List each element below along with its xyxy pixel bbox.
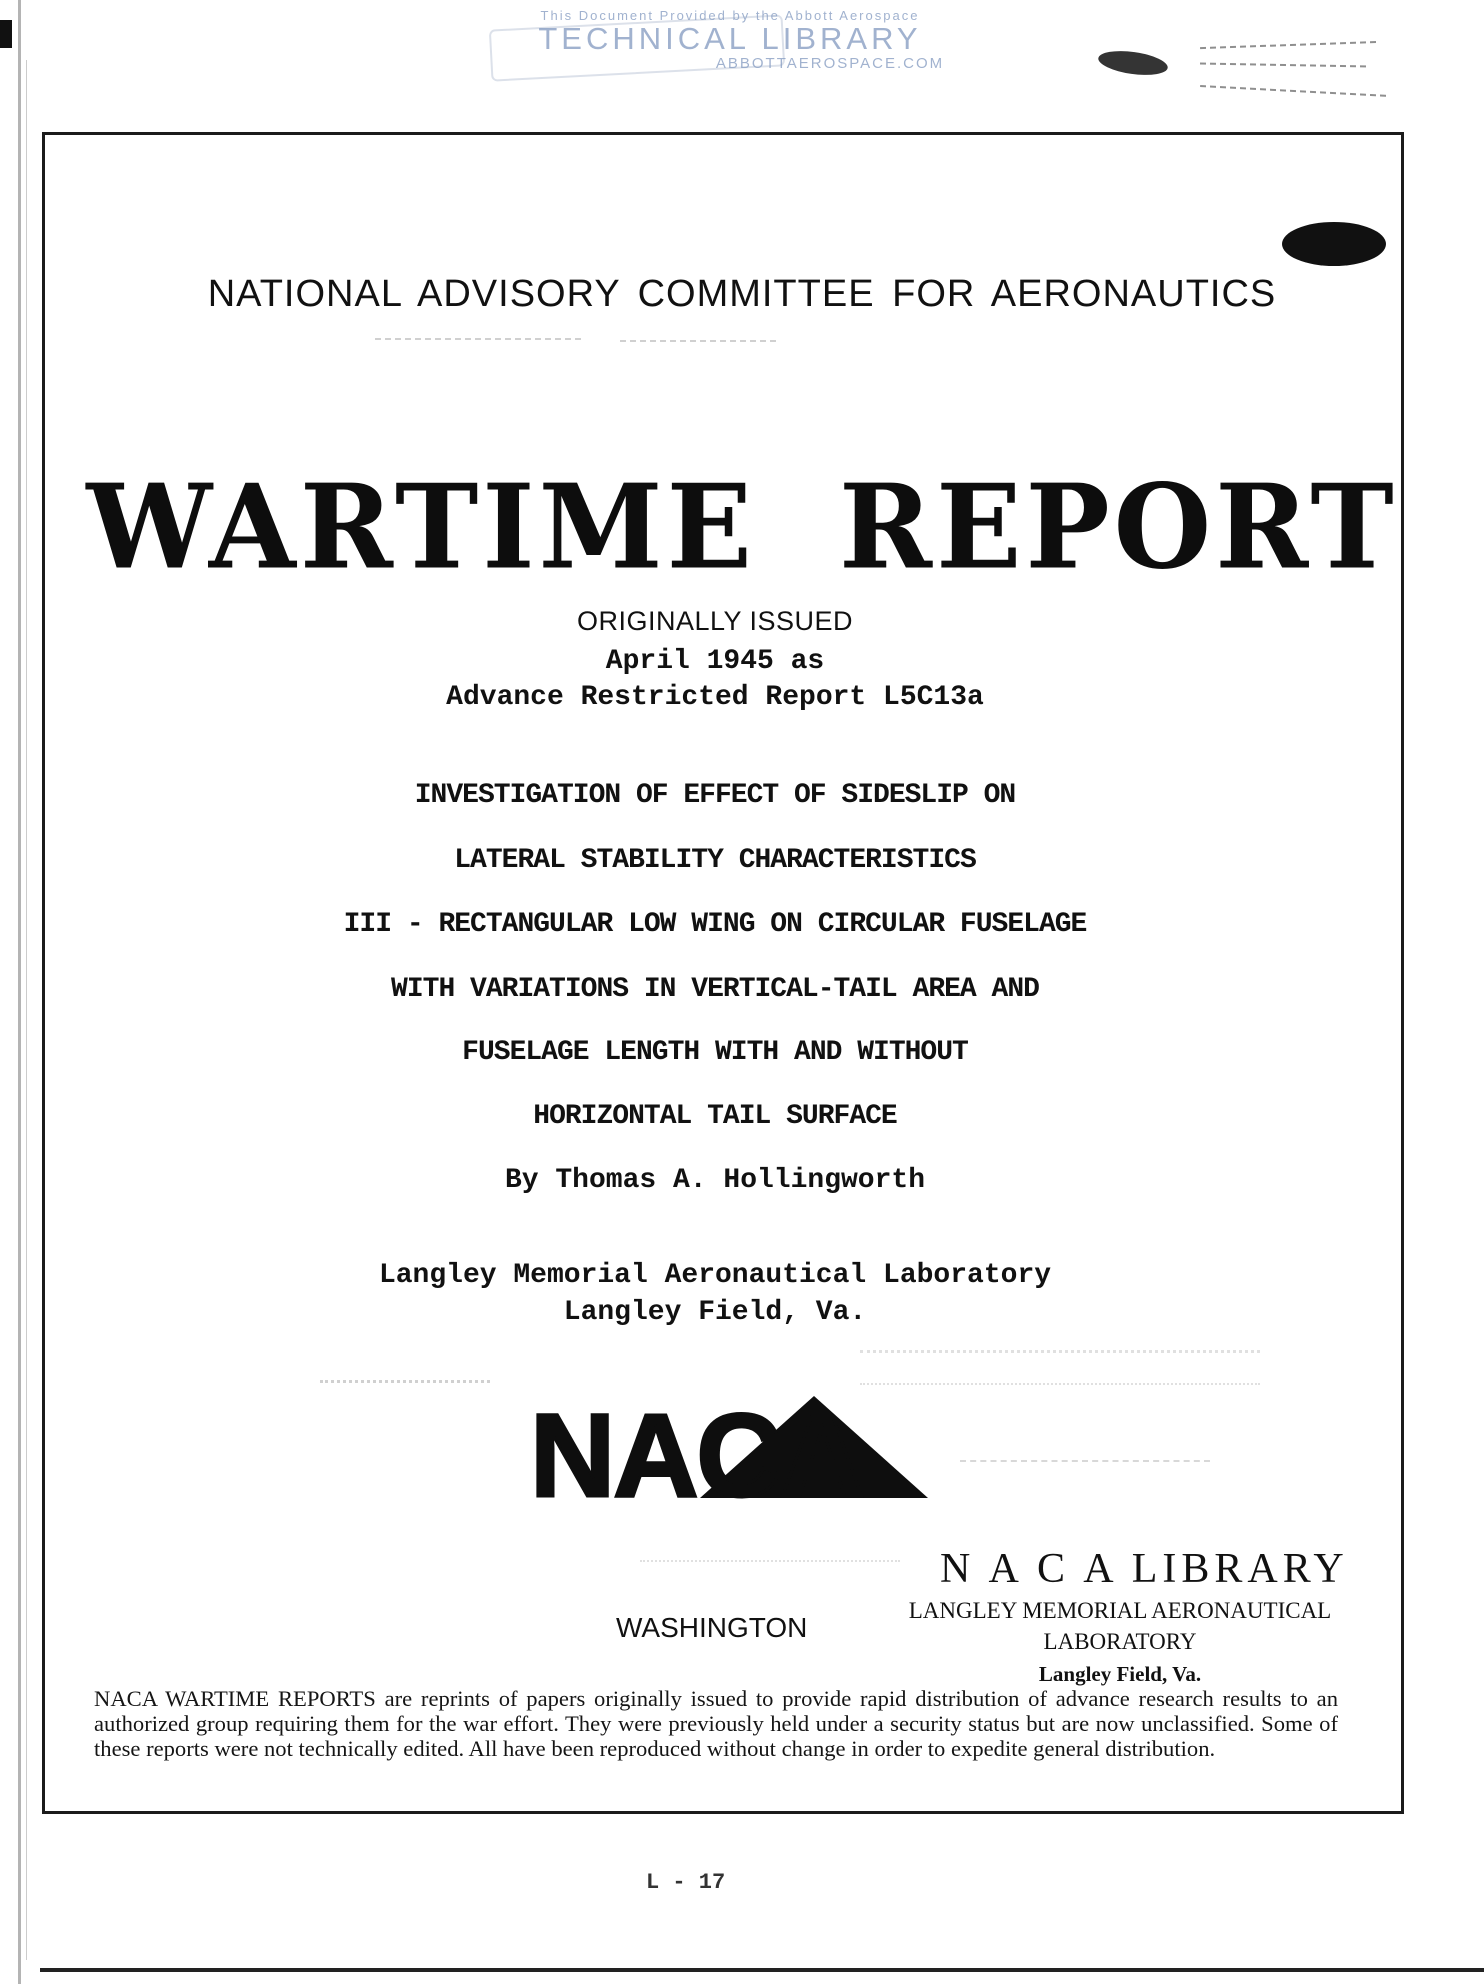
title-line-6: HORIZONTAL TAIL SURFACE — [533, 1101, 897, 1132]
library-stamp-title: N A C A LIBRARY — [940, 1546, 1349, 1592]
wartime-reports-notice: NACA WARTIME REPORTS are reprints of papers originally issued to provide rapid distribution of advance research results to an authorized group requiring them for the war effort. They were previously held under a security status but are now unclassified. Some of these reports were not technically edited. All have been reproduced without change in order to expedite general distribution. — [94, 1686, 1338, 1761]
naca-logo — [530, 1388, 930, 1508]
scribble-line — [1200, 85, 1390, 97]
laboratory-name: Langley Memorial Aeronautical Laboratory — [378, 1260, 1052, 1291]
author: By Thomas A. Hollingworth — [504, 1165, 926, 1196]
laboratory-location: Langley Field, Va. — [563, 1297, 867, 1328]
watermark-site-text: ABBOTTAEROSPACE.COM — [715, 55, 945, 72]
scribble-line — [1200, 63, 1370, 68]
scan-corner-mark — [0, 20, 12, 48]
faded-stamp-smudge — [640, 1530, 900, 1562]
abbott-watermark — [470, 8, 990, 72]
title-line-5: FUSELAGE LENGTH WITH AND WITHOUT — [462, 1037, 968, 1068]
scan-edge-inner — [26, 60, 27, 1960]
bottom-scan-rule — [40, 1968, 1484, 1972]
library-stamp-line2: LABORATORY — [1043, 1629, 1197, 1654]
title-line-4: WITH VARIATIONS IN VERTICAL-TAIL AREA AND — [391, 974, 1039, 1005]
faded-stamp-smudge — [960, 1460, 1210, 1472]
watermark-top-text: This Document Provided by the Abbott Aerospace — [540, 8, 920, 23]
faded-stamp-smudge — [860, 1350, 1260, 1385]
watermark-main-text: TECHNICAL LIBRARY — [538, 21, 922, 56]
report-number: Advance Restricted Report L5C13a — [446, 682, 984, 713]
title-line-3: III - RECTANGULAR LOW WING ON CIRCULAR FUSELAGE — [343, 909, 1087, 940]
originally-issued-label: ORIGINALLY ISSUED — [576, 606, 854, 636]
page-mark: L - 17 — [646, 1870, 726, 1895]
faded-stamp-smudge — [320, 1380, 490, 1395]
naca-logo-text: NACA — [530, 1390, 863, 1508]
title-line-2: LATERAL STABILITY CHARACTERISTICS — [454, 845, 976, 876]
organization-heading: NATIONAL ADVISORY COMMITTEE FOR AERONAUTICS — [207, 273, 1277, 315]
issue-date: April 1945 as — [605, 646, 825, 677]
scribble-line — [1200, 41, 1380, 49]
title-line-1: INVESTIGATION OF EFFECT OF SIDESLIP ON — [414, 780, 1016, 811]
ink-blot — [1097, 47, 1169, 79]
library-stamp-line3: Langley Field, Va. — [1038, 1662, 1202, 1686]
publication-place: WASHINGTON — [616, 1612, 808, 1643]
library-stamp-line1: LANGLEY MEMORIAL AERONAUTICAL — [908, 1598, 1332, 1623]
report-type-title: WARTIME REPORT — [86, 459, 1398, 596]
